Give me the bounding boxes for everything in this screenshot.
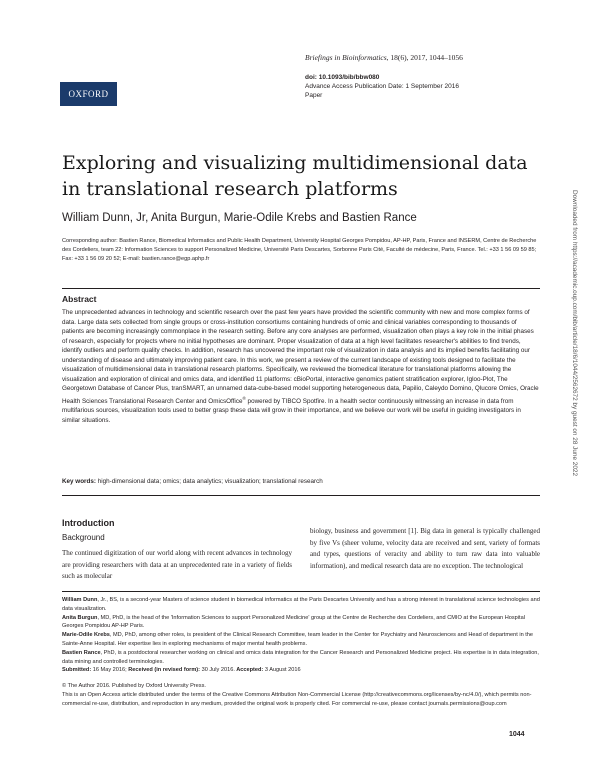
bio-item: William Dunn, Jr., BS, is a second-year Masters of science student in biomedical informatics at the Paris Descartes University and has a strong interest in translational science technologies and data visualization. — [62, 597, 540, 612]
copyright-line: © The Author 2016. Published by Oxford University Press. — [62, 683, 206, 689]
abstract-heading: Abstract — [62, 294, 97, 304]
keywords-label: Key words: — [62, 478, 96, 485]
article-type: Paper — [305, 92, 323, 99]
bio-item: Marie-Odile Krebs, MD, PhD, among other roles, is president of the Clinical Research Committee, team leader in the Center for Psychiatry and Neurosciences and Head of department in the Sainte-Anne Hospital. Her expertise lies in exploring mechanisms of major mental health problems. — [62, 632, 534, 647]
abstract-text-2: powered by TIBCO Spotfire. In a health sector continuously witnessing an increase in data from multifarious sources, visualization tools used to better grasp these data will grow in their importance, and we believe our work will be useful in guiding investigators in similar situations. — [62, 397, 521, 424]
author-bios — [62, 596, 540, 675]
abstract-text-1: The unprecedented advances in technology and scientific research over the past few years have provided the scientific community with new and more complex forms of data. Large data sets collected from single groups or cross-institution consortiums containing hundreds of omic and clinical variables corresponding to thousands of patients are becoming increasingly commonplace in the research setting. Before any core analyses are performed, visualization often plays a key role in the initial phases of research, especially for projects where no initial hypotheses are dominant. Proper visualization of data at a high level facilitates researcher's abilities to find trends, identify outliers and perform quality checks. In addition, research has uncovered the important role of visualization in data analysis and its implied benefits facilitating our understanding of disease and ultimately improving patient care. In this work, we present a review of the current landscape of existing tools designed to facilitate the visualization of multidimensional data in translational research platforms. Specifically, we reviewed the biomedical literature for translational platforms allowing the visualization and exploration of clinical and omics data, and identified 11 platforms: cBioPortal, interactive genomics patient stratification explorer, Igloo-Plot, The Georgetown Database of Cancer Plus, tranSMART, an unnamed data-cube-based model supporting heterogeneous data, Papilio, Caleydo Domino, Qlucore Omics, Oracle Health Sciences Translational Research Center and OmicsOffice — [62, 309, 539, 405]
download-note — [572, 190, 584, 710]
trademark-symbol: ® — [242, 395, 246, 401]
page-number: 1044 — [509, 731, 525, 738]
paper-title: Exploring and visualizing multidimensional data in translational research platforms — [62, 152, 528, 200]
bio-item: Anita Burgun, MD, PhD, is the head of the 'Information Sciences to support Personalized Medicine' group at the Centre de Recherche des Cordeliers, and CMIO at the European Hospital Georges Pompidou AP-HP Paris. — [62, 614, 525, 630]
journal-citation — [305, 53, 463, 62]
journal-volume-pages: 18(6), 2017, 1044–1056 — [388, 53, 463, 62]
corresponding-author: Corresponding author: Bastien Rance, Biomedical Informatics and Public Health Department, University Hospital Georges Pompidou, AP-HP, Paris, France and INSERM, Centre de Recherche des Cordeliers, team 22: Information Sciences to support Personalized Medicine, Université Paris Descartes, Sorbonne Paris Cité, Faculté de médecine, Paris, France. Tel.: +33 1 56 09 59 85; Fax: +33 1 56 09 20 52; E-mail: bastien.rance@egp.aphp.fr — [62, 238, 537, 262]
access-date: Advance Access Publication Date: 1 September 2016 — [305, 83, 459, 90]
download-note-text: Downloaded from https://academic.oup.com/bib/article/18/6/1044/2562672 by guest on 28 June 2022 — [571, 190, 578, 476]
introduction-heading: Introduction — [62, 518, 115, 528]
abstract-divider — [62, 495, 540, 496]
keywords — [62, 478, 540, 485]
journal-name: Briefings in Bioinformatics, — [305, 53, 389, 62]
article-info — [305, 73, 459, 100]
background-subheading: Background — [62, 533, 105, 542]
doi-text: doi: 10.1093/bib/bbw080 — [305, 74, 380, 81]
body-column-left: The continued digitization of our world along with recent advances in technology are providing researchers with data at an unprecedented rate in a variety of fields such as molecular — [62, 549, 292, 580]
author-list: William Dunn, Jr, Anita Burgun, Marie-Odile Krebs and Bastien Rance — [62, 212, 417, 224]
submission-dates: Submitted: 16 May 2016; Received (in revised form): 30 July 2016. Accepted: 3 August 2016 — [62, 667, 301, 674]
top-divider — [62, 288, 540, 289]
keywords-text: high-dimensional data; omics; data analytics; visualization; translational research — [95, 478, 323, 485]
footnote-divider — [62, 591, 540, 592]
license-block — [62, 682, 540, 708]
body-column-right: biology, business and government [1]. Big data in general is typically challenged by five Vs (sheer volume, velocity data are received and sent, variety of formats and types, questions of veracity and ability to turn raw data into valuable information), and medical research data are no exception. The technological — [310, 527, 540, 570]
bio-item: Bastien Rance, PhD, is a postdoctoral researcher working on clinical and omics data integration for the Cancer Research and Personalized Medicine project. His expertise is in data integration, data mining and controlled terminologies. — [62, 649, 539, 665]
abstract-body — [62, 308, 540, 425]
oxford-logo: OXFORD — [60, 82, 117, 106]
license-text: This is an Open Access article distributed under the terms of the Creative Commons Attribution Non-Commercial License (http://creativecommons.org/licenses/by-nc/4.0/), which permits non-commercial re-use, distribution, and reproduction in any medium, provided the original work is properly cited. For commercial re-use, please contact journals.permissions@oup.com — [62, 691, 532, 707]
